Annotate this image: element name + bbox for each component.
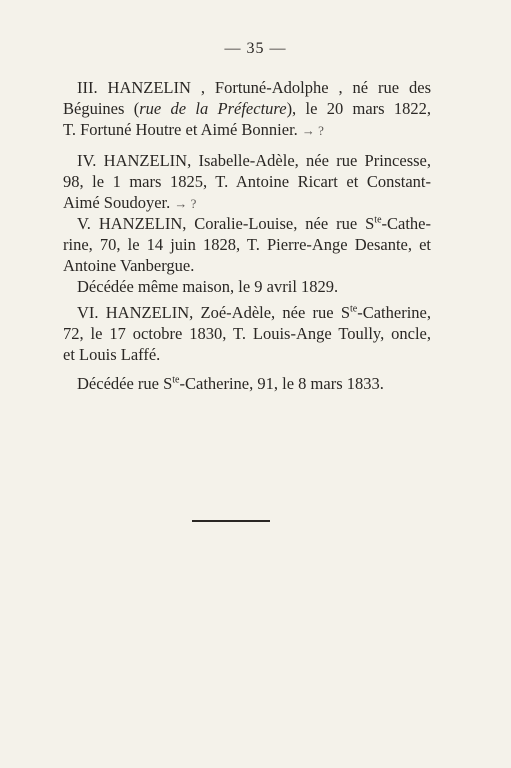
entry-vi-line-1 [63, 302, 431, 323]
entry-vi-line-1-text: VI. HANZELIN, Zoé-Adèle, née rue S [77, 303, 351, 322]
entry-iii-line-3-text: T. Fortuné Houtre et Aimé Bonnier. [63, 120, 298, 139]
entry-iv-line-3 [63, 192, 431, 214]
entry-v-line-1-end: -Cathe- [381, 214, 431, 233]
entry-v-death [63, 276, 431, 297]
entry-v-line-2: rine, 70, le 14 juin 1828, T. Pierre-Ange Desante, et [63, 235, 431, 254]
entry-iii-line-2-end: ), le 20 mars 1822, [286, 99, 431, 118]
entry-v-line-1-text: V. HANZELIN, Coralie-Louise, née rue S [77, 214, 375, 233]
entry-v-line-1 [63, 213, 431, 234]
entry-vi-death-abbrev-sup: te [172, 374, 180, 386]
entry-iii-line-2-start: Béguines ( [63, 99, 140, 118]
entry-v-abbrev-sup: te [374, 214, 382, 226]
entry-vi-abbrev-sup: te [350, 303, 358, 315]
entry-vi [63, 302, 431, 365]
entry-iii-line-3 [63, 119, 431, 141]
arrow-mark: → ? [301, 123, 324, 138]
entry-iv-line-2: 98, le 1 mars 1825, T. Antoine Ricart et Constant- [63, 172, 431, 191]
entry-v-line-3: Antoine Vanbergue. [63, 256, 195, 275]
entry-iv-line-1: IV. HANZELIN, Isabelle-Adèle, née rue Princesse, [77, 151, 431, 170]
entry-iv [63, 150, 431, 214]
entry-v-death-line: Décédée même maison, le 9 avril 1829. [77, 277, 339, 296]
entry-vi-death [63, 373, 431, 394]
entry-vi-line-1-end: -Catherine, [357, 303, 431, 322]
entry-iii-street-name: rue de la Préfecture [139, 99, 287, 118]
entry-iii-line-2 [63, 98, 431, 119]
entry-vi-death-end: -Catherine, 91, le 8 mars 1833. [179, 374, 384, 393]
entry-vi-death-line [63, 373, 431, 394]
end-rule [192, 520, 270, 522]
entry-vi-line-2: 72, le 17 octobre 1830, T. Louis-Ange Toully, oncle, [63, 324, 431, 343]
entry-v [63, 213, 431, 276]
arrow-mark: → ? [174, 196, 197, 211]
page-number: — 35 — [224, 40, 287, 57]
entry-vi-line-3: et Louis Laffé. [63, 345, 161, 364]
entry-vi-death-text: Décédée rue S [77, 374, 173, 393]
entry-iii-line-1: III. HANZELIN , Fortuné-Adolphe , né rue des [77, 78, 431, 97]
entry-iv-line-3-text: Aimé Soudoyer. [63, 193, 171, 212]
entry-iii [63, 77, 431, 141]
